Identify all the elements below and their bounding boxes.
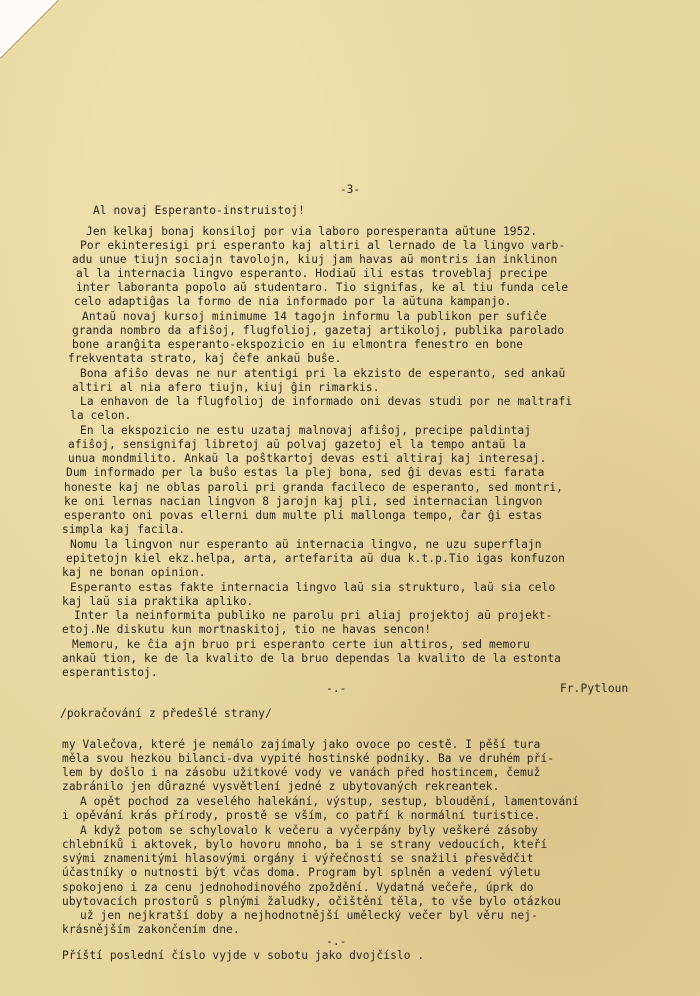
- czech-line: ubytovacích prostorů s plnými žaludky, očištění těla, to vše bylo otázkou: [62, 895, 561, 908]
- czech-line: my Valečova, které je nemálo zajímaly jako ovoce po cestě. I pěší tura: [62, 738, 541, 751]
- esperanto-line: Memoru, ke ĉia ajn bruo pri esperanto certe iun altiros, sed memoru: [72, 638, 530, 651]
- esperanto-line: Bona afiŝo devas ne nur atentigi pri la ekzisto de esperanto, sed ankaŭ: [80, 367, 566, 380]
- esperanto-line: celo adaptiĝas la formo de nia informado por la aŭtuna kampanjo.: [74, 295, 512, 308]
- esperanto-line: Esperanto estas fakte internacia lingvo laŭ sia strukturo, laŭ sia celo: [70, 581, 556, 594]
- esperanto-line: ankaŭ tion, ke de la kvalito de la bruo dependas la kvalito de la estonta: [62, 652, 561, 665]
- separator: -.-: [326, 935, 347, 948]
- czech-line: i opěvání krás přírody, prostě se vším, co patří k normální turistice.: [62, 809, 541, 822]
- czech-line: měla svou hezkou bilanci-dva vypité hostinské podniky. Ba ve druhém pří-: [62, 752, 555, 765]
- esperanto-line: al la internacia lingvo esperanto. Hodiaŭ ili estas troveblaj precipe: [76, 267, 548, 280]
- esperanto-line: esperantistoj.: [62, 666, 158, 679]
- esperanto-line: inter laboranta popolo aŭ studentaro. Tio signifas, ke al tiu funda cele: [76, 281, 569, 294]
- esperanto-line: honeste kaj ne oblas paroli pri granda facileco de esperanto, sed montri,: [64, 481, 563, 494]
- esperanto-line: ke oni lernas nacian lingvon 8 jarojn kaj pli, sed internacian lingvon: [64, 495, 543, 508]
- esperanto-line: granda nombro da afiŝoj, flugfolioj, gazetaj artikoloj, publika parolado: [72, 324, 565, 337]
- salutation: Al novaj Esperanto-instruistoj!: [93, 204, 305, 217]
- czech-line: už jen nejkratší doby a nejhodnotnější umělecký večer byl věru nej-: [80, 909, 538, 922]
- czech-line: zabránilo jen důrazné vysvětlení jedné z ubytovaných rekreantek.: [62, 780, 500, 793]
- esperanto-line: epitetojn kiel ekz.helpa, arta, artefarita aŭ dua k.t.p.Tio igas konfuzon: [66, 552, 565, 565]
- esperanto-line: Inter la neinformita publiko ne parolu pri aliaj projektoj aŭ projekt-: [74, 609, 553, 622]
- esperanto-line: La enhavon de la flugfolioj de informado oni devas studi por ne maltrafi: [80, 395, 573, 408]
- czech-line: účastníky o nutnosti být včas doma. Program byl splněn a vedení výletu: [62, 866, 541, 879]
- esperanto-line: kaj laŭ sia praktika apliko.: [62, 595, 254, 608]
- esperanto-line: esperanto oni povas ellerni dum multe pli mallonga tempo, ĉar ĝi estas: [64, 509, 543, 522]
- esperanto-line: altiri al nia afero tiujn, kiuj ĝin rimarkis.: [72, 381, 380, 394]
- esperanto-line: adu unue tiujn sociajn tavolojn, kiuj jam havas aŭ montris ian inklinon: [72, 253, 558, 266]
- czech-line: lem by došlo i na zásobu užitkové vody ve vanách před hostincem, čemuž: [62, 766, 541, 779]
- esperanto-line: frekventata strato, kaj ĉefe ankaŭ buŝe.: [68, 352, 342, 365]
- czech-line: A opět pochod za veselého halekání, výstup, sestup, bloudění, lamentování: [80, 795, 579, 808]
- esperanto-line: Por ekinteresigi pri esperanto kaj altiri al lernado de la lingvo varb-: [80, 239, 566, 252]
- esperanto-line: En la ekspozicio ne estu uzataj malnovaj afiŝoj, precipe paldintaj: [80, 424, 532, 437]
- page-number: -3-: [339, 183, 361, 196]
- esperanto-line: Dum informado per la buŝo estas la plej bona, sed ĝi devas esti farata: [66, 466, 545, 479]
- footer-note: Příští poslední číslo vyjde v sobotu jako dvojčíslo .: [62, 949, 425, 962]
- esperanto-line: bone aranĝita esperanto-ekspozicio en iu elmontra fenestro en bone: [72, 338, 524, 351]
- continued-note: /pokračování z předešlé strany/: [60, 707, 272, 720]
- czech-line: krásnějším zakončením dne.: [62, 923, 240, 936]
- esperanto-line: simpla kaj facila.: [62, 523, 186, 536]
- esperanto-line: la celon.: [70, 409, 132, 422]
- esperanto-line: Nomu la lingvon nur esperanto aŭ internacia lingvo, ne uzu superflajn: [70, 538, 542, 551]
- author-signature: Fr.Pytloun: [560, 682, 629, 695]
- esperanto-line: unua mondmilito. Ankaŭ la poŝtkartoj devas esti altiraj kaj interesaj.: [68, 452, 547, 465]
- czech-line: svými znamenitými hlasovými orgány i výřečností se snažili přesvědčit: [62, 852, 534, 865]
- esperanto-line: kaj ne bonan opinion.: [62, 566, 206, 579]
- esperanto-line: Jen kelkaj bonaj konsiloj por via laboro poresperanta aŭtune 1952.: [86, 225, 538, 238]
- esperanto-line: Antaŭ novaj kursoj minimume 14 tagojn informu la publikon per sufiĉe: [82, 310, 547, 323]
- separator: -.-: [326, 682, 347, 695]
- czech-line: spokojeno i za cenu jednohodinového zpoždění. Vydatná večeře, úprk do: [62, 881, 534, 894]
- czech-line: chlebníků i aktovek, bylo hovoru mnoho, ba i se strany vedoucích, kteří: [62, 838, 548, 851]
- czech-line: A když potom se schylovalo k večeru a vyčerpány byly veškeré zásoby: [80, 824, 538, 837]
- esperanto-line: etoj.Ne diskutu kun mortnaskitoj, tio ne havas sencon!: [62, 623, 432, 636]
- esperanto-line: afiŝoj, sensignifaj libretoj aŭ polvaj gazetoj el la tempo antaŭ la: [68, 438, 526, 451]
